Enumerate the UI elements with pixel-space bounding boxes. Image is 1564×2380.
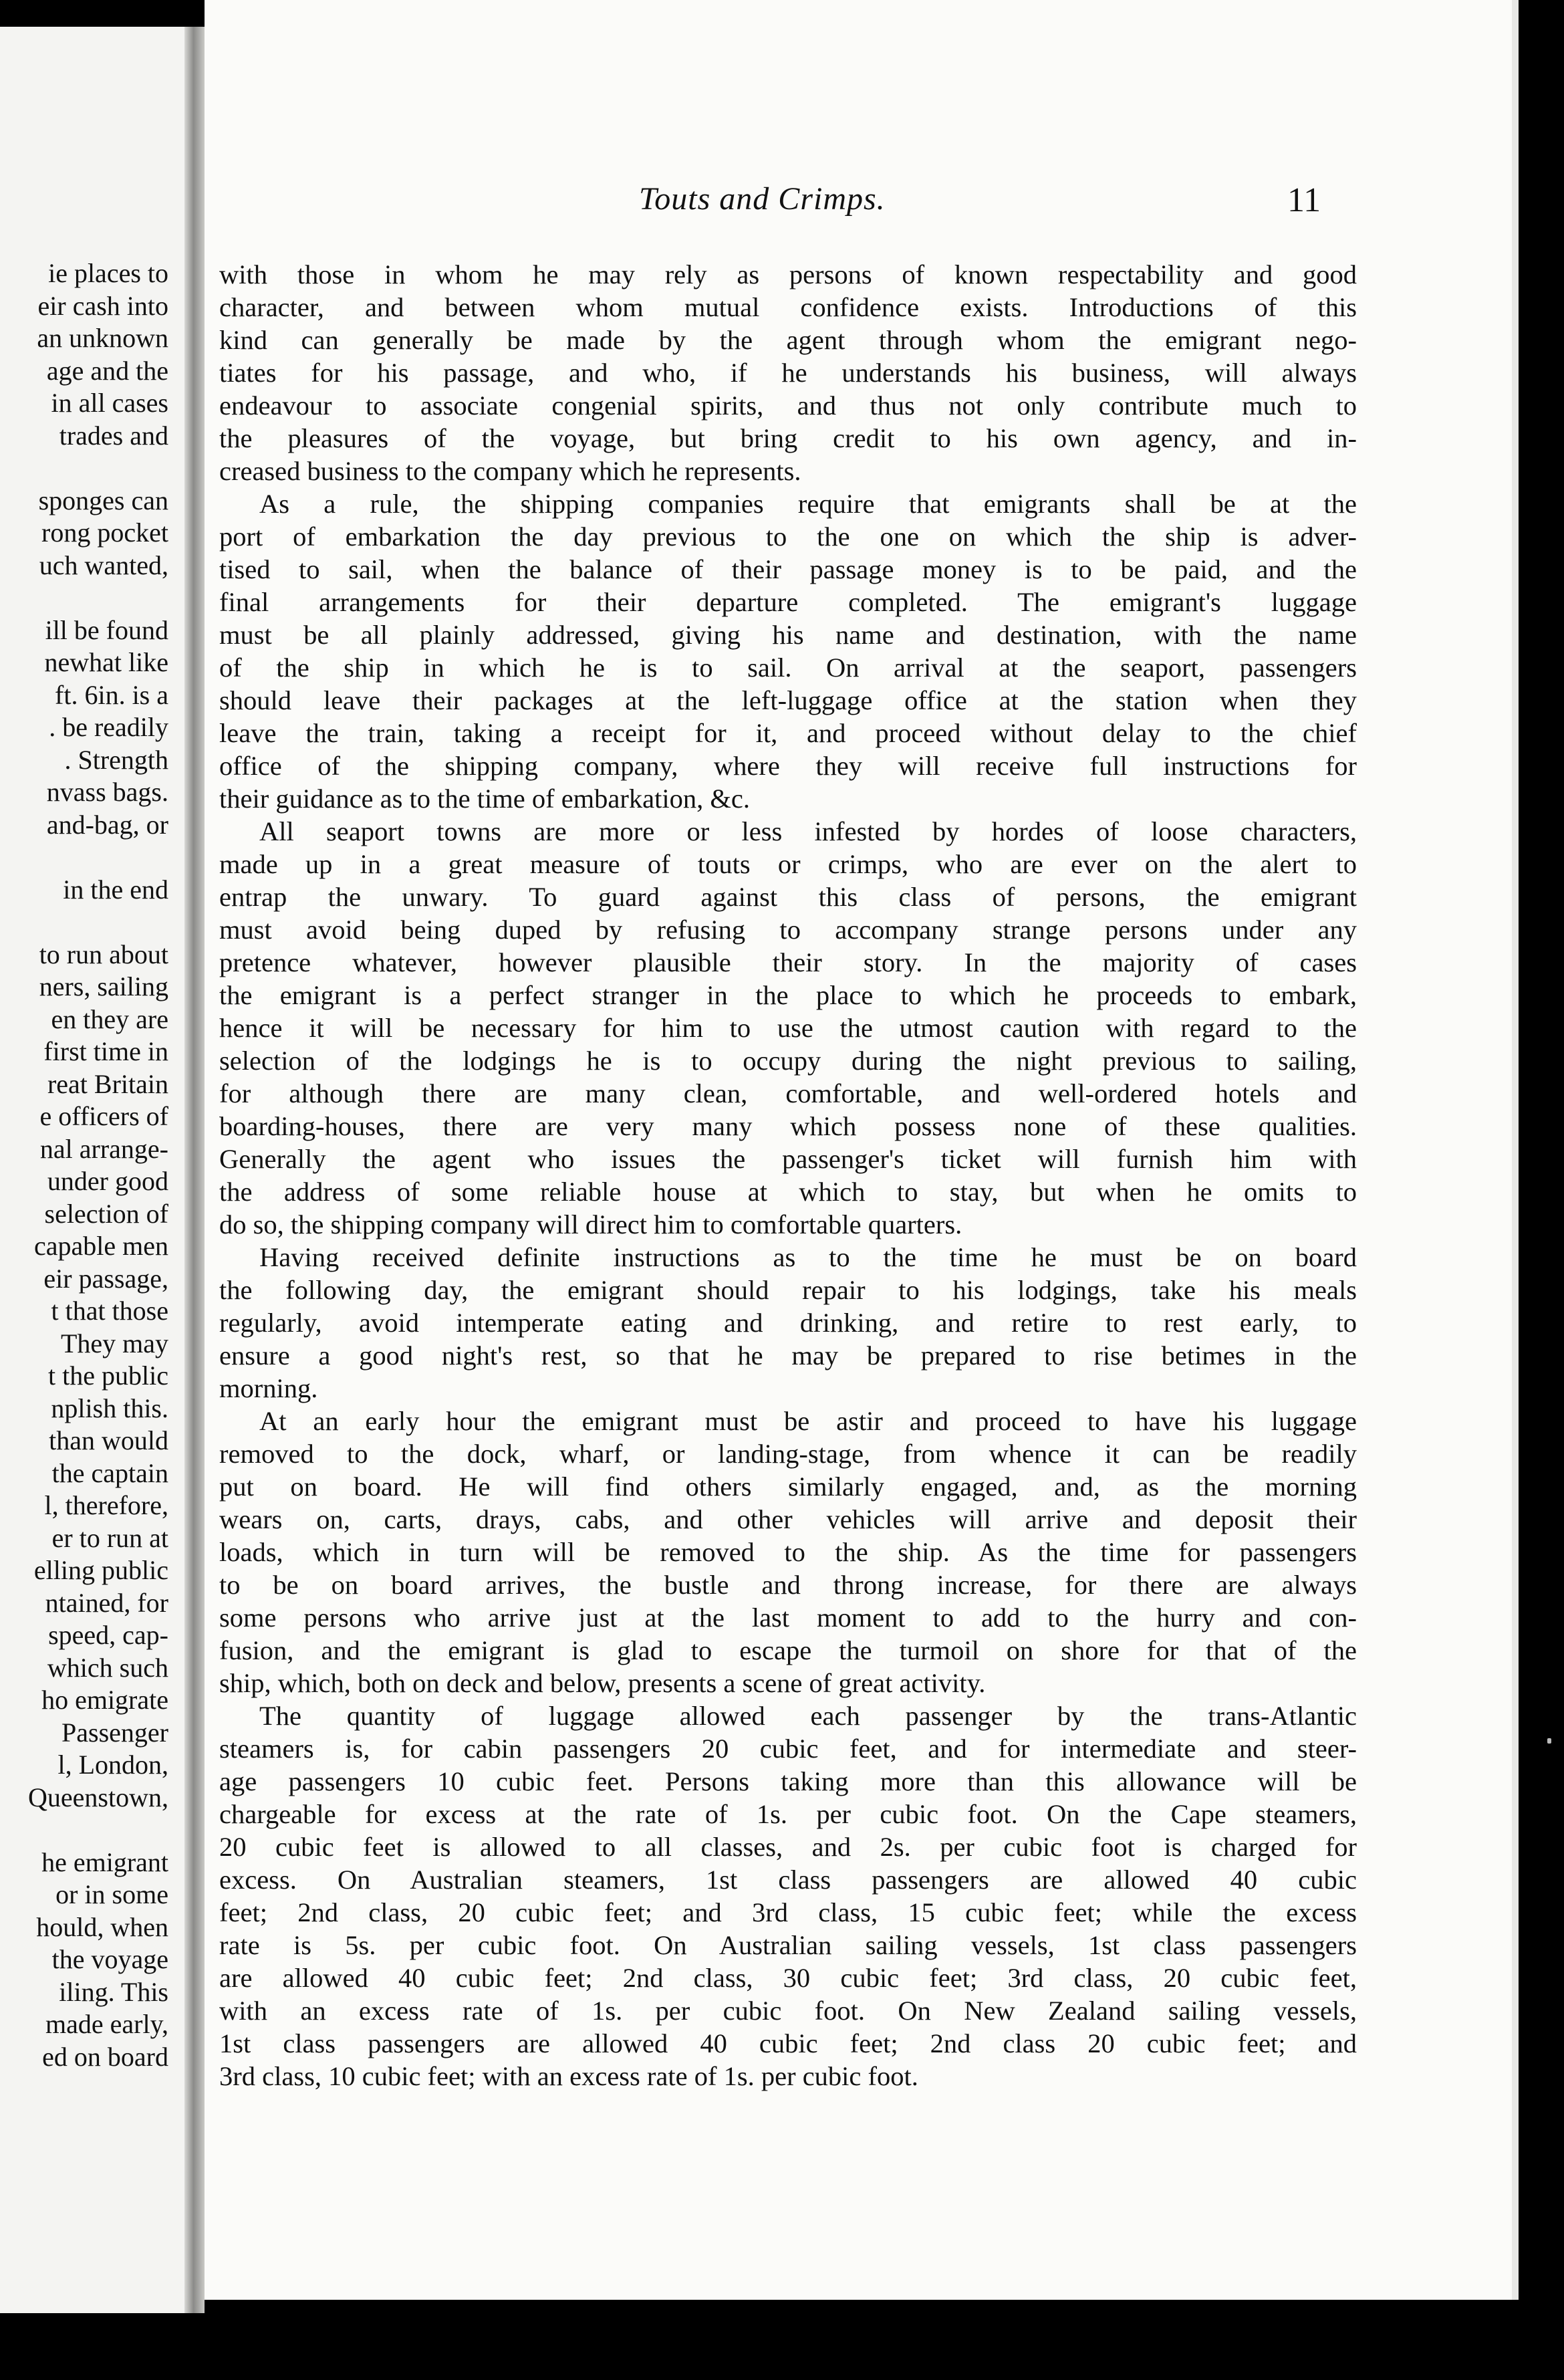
facing-page-line: the captain — [51, 1457, 168, 1488]
text-line: some persons who arrive just at the last moment to add to the hurry and con- — [219, 1602, 1357, 1633]
text-line: should leave their packages at the left-luggage office at the station when they — [219, 685, 1357, 715]
facing-page-line: trades and — [59, 420, 168, 451]
facing-page-line: to run about — [39, 939, 168, 969]
facing-page-line: age and the — [46, 355, 168, 386]
facing-page-line: nplish this. — [51, 1393, 168, 1423]
text-line: do so, the shipping company will direct him to comfortable quarters. — [219, 1209, 962, 1239]
facing-page-line: Queenstown, — [28, 1782, 168, 1812]
facing-page-line: in the end — [63, 874, 168, 905]
facing-page-text — [0, 257, 168, 2073]
text-line: excess. On Australian steamers, 1st class passengers are allowed 40 cubic — [219, 1865, 1357, 1895]
text-line: creased business to the company which he represents. — [219, 456, 801, 486]
facing-page-line: nal arrange- — [39, 1133, 168, 1164]
text-line: port of embarkation the day previous to the one on which the ship is adver- — [219, 521, 1357, 552]
text-line: final arrangements for their departure completed. The emigrant's luggage — [219, 587, 1357, 617]
text-line: boarding-houses, there are very many which possess none of these qualities. — [219, 1111, 1357, 1141]
margin-speck — [1547, 1738, 1551, 1744]
facing-page-line: ft. 6in. is a — [55, 679, 168, 710]
facing-page-line: ners, sailing — [39, 971, 168, 1001]
facing-page-line: he emigrant — [41, 1847, 168, 1877]
body-text — [219, 258, 1357, 2093]
facing-page-line: speed, cap- — [48, 1620, 168, 1650]
text-line: kind can generally be made by the agent through whom the emigrant nego- — [219, 325, 1357, 355]
text-line: steamers is, for cabin passengers 20 cubic feet, and for intermediate and steer- — [219, 1734, 1357, 1764]
text-line: with an excess rate of 1s. per cubic foot. On New Zealand sailing vessels, — [219, 1996, 1357, 2026]
page — [205, 0, 1517, 2300]
text-line: wears on, carts, drays, cabs, and other vehicles will arrive and deposit their — [219, 1504, 1357, 1534]
facing-page-line: er to run at — [51, 1522, 168, 1553]
page-number: 11 — [1287, 181, 1321, 219]
facing-page-line: the voyage — [51, 1944, 168, 1974]
text-line: the emigrant is a perfect stranger in the place to which he proceeds to embark, — [219, 980, 1357, 1010]
text-line: pretence whatever, however plausible their story. In the majority of cases — [219, 947, 1357, 977]
facing-page-line: l, therefore, — [44, 1490, 168, 1520]
text-line: for although there are many clean, comfortable, and well-ordered hotels and — [219, 1078, 1357, 1108]
facing-page-line: capable men — [34, 1231, 168, 1261]
text-line: morning. — [219, 1373, 318, 1403]
facing-page-line: iling. This — [59, 1976, 168, 2007]
text-line: the following day, the emigrant should repair to his lodgings, take his meals — [219, 1275, 1357, 1305]
facing-page-line: ill be found — [45, 614, 168, 645]
text-line: 1st class passengers are allowed 40 cubic feet; 2nd class 20 cubic feet; and — [219, 2028, 1357, 2058]
facing-page-line — [0, 582, 168, 614]
text-line: are allowed 40 cubic feet; 2nd class, 30 cubic feet; 3rd class, 20 cubic feet, — [219, 1963, 1357, 1993]
text-line: loads, which in turn will be removed to the ship. As the time for passengers — [219, 1537, 1357, 1567]
facing-page-line: t that those — [51, 1296, 168, 1326]
facing-page-line: . Strength — [64, 744, 168, 775]
facing-page-line: en they are — [51, 1003, 168, 1034]
facing-page-line: nvass bags. — [46, 777, 168, 807]
text-line: must avoid being duped by refusing to accompany strange persons under any — [219, 915, 1357, 945]
facing-page-line: which such — [47, 1652, 168, 1683]
facing-page-line: and-bag, or — [46, 809, 168, 840]
text-line: leave the train, taking a receipt for it, and proceed without delay to the chief — [219, 718, 1357, 748]
text-line: Having received definite instructions as to the time he must be on board — [259, 1242, 1357, 1272]
running-head — [205, 181, 1517, 221]
text-line: their guidance as to the time of embarkation, &c. — [219, 784, 750, 814]
facing-page-line: eir cash into — [37, 290, 168, 321]
text-line: removed to the dock, wharf, or landing-stage, from whence it can be readily — [219, 1439, 1357, 1469]
text-line: selection of the lodgings he is to occupy during the night previous to sailing, — [219, 1046, 1357, 1076]
facing-page-line: made early, — [45, 2009, 168, 2039]
facing-page-line: . be readily — [49, 712, 168, 742]
facing-page-line: reat Britain — [47, 1068, 168, 1099]
facing-page-line: elling public — [33, 1555, 168, 1585]
text-line: age passengers 10 cubic feet. Persons taking more than this allowance will be — [219, 1766, 1357, 1796]
text-line: the pleasures of the voyage, but bring credit to his own agency, and in- — [219, 423, 1357, 453]
facing-page — [0, 27, 194, 2313]
text-line: The quantity of luggage allowed each passenger by the trans-Atlantic — [259, 1701, 1357, 1731]
running-title: Touts and Crimps. — [639, 181, 886, 217]
text-line: Generally the agent who issues the passenger's ticket will furnish him with — [219, 1144, 1357, 1174]
facing-page-line: ie places to — [48, 258, 168, 288]
facing-page-line: Passenger — [61, 1717, 168, 1748]
text-line: regularly, avoid intemperate eating and drinking, and retire to rest early, to — [219, 1308, 1357, 1338]
facing-page-line — [0, 452, 168, 485]
facing-page-line: newhat like — [44, 647, 168, 677]
facing-page-line: They may — [60, 1328, 168, 1358]
text-line: ensure a good night's rest, so that he may be prepared to rise betimes in the — [219, 1340, 1357, 1371]
facing-page-line: l, London, — [57, 1750, 168, 1780]
facing-page-line: e officers of — [39, 1101, 168, 1131]
page-edge — [1512, 0, 1519, 2300]
text-line: All seaport towns are more or less infested by hordes of loose characters, — [259, 816, 1357, 846]
facing-page-line: ntained, for — [45, 1587, 168, 1618]
facing-page-line — [0, 906, 168, 939]
text-line: tised to sail, when the balance of their passage money is to be paid, and the — [219, 554, 1357, 584]
text-line: with those in whom he may rely as persons of known respectability and good — [219, 259, 1357, 289]
text-line: At an early hour the emigrant must be astir and proceed to have his luggage — [259, 1406, 1357, 1436]
facing-page-line — [0, 841, 168, 874]
text-line: of the ship in which he is to sail. On arrival at the seaport, passengers — [219, 652, 1357, 683]
facing-page-line — [0, 1814, 168, 1847]
facing-page-line: eir passage, — [43, 1263, 168, 1294]
facing-page-line: ho emigrate — [41, 1685, 168, 1715]
text-line: put on board. He will find others similarly engaged, and, as the morning — [219, 1471, 1357, 1502]
facing-page-line: or in some — [55, 1879, 168, 1909]
text-line: 3rd class, 10 cubic feet; with an excess rate of 1s. per cubic foot. — [219, 2061, 918, 2091]
book-gutter — [184, 27, 205, 2313]
facing-page-line: rong pocket — [41, 517, 168, 548]
facing-page-line: in all cases — [51, 388, 168, 418]
text-line: tiates for his passage, and who, if he understands his business, will always — [219, 358, 1357, 388]
text-line: 20 cubic feet is allowed to all classes, and 2s. per cubic foot is charged for — [219, 1832, 1357, 1862]
facing-page-line: an unknown — [37, 323, 168, 353]
facing-page-line: t the public — [48, 1360, 168, 1391]
facing-page-line: selection of — [44, 1198, 168, 1229]
text-line: fusion, and the emigrant is glad to escape the turmoil on shore for that of the — [219, 1635, 1357, 1665]
text-line: must be all plainly addressed, giving his name and destination, with the name — [219, 620, 1357, 650]
text-line: ship, which, both on deck and below, presents a scene of great activity. — [219, 1668, 986, 1698]
text-line: made up in a great measure of touts or crimps, who are ever on the alert to — [219, 849, 1357, 879]
text-line: character, and between whom mutual confidence exists. Introductions of this — [219, 292, 1357, 322]
text-line: to be on board arrives, the bustle and throng increase, for there are always — [219, 1570, 1357, 1600]
text-line: the address of some reliable house at which to stay, but when he omits to — [219, 1177, 1357, 1207]
text-line: chargeable for excess at the rate of 1s. per cubic foot. On the Cape steamers, — [219, 1799, 1357, 1829]
text-line: endeavour to associate congenial spirits, and thus not only contribute much to — [219, 390, 1357, 421]
facing-page-line: ed on board — [42, 2041, 168, 2072]
facing-page-line: under good — [47, 1166, 168, 1196]
facing-page-line: first time in — [43, 1036, 168, 1066]
text-line: feet; 2nd class, 20 cubic feet; and 3rd class, 15 cubic feet; while the excess — [219, 1897, 1357, 1927]
facing-page-line: than would — [49, 1425, 168, 1455]
facing-page-line: sponges can — [38, 485, 168, 515]
text-line: entrap the unwary. To guard against this class of persons, the emigrant — [219, 882, 1357, 912]
facing-page-line: uch wanted, — [39, 550, 168, 580]
text-line: rate is 5s. per cubic foot. On Australian sailing vessels, 1st class passengers — [219, 1930, 1357, 1960]
text-line: hence it will be necessary for him to use the utmost caution with regard to the — [219, 1013, 1357, 1043]
text-line: office of the shipping company, where they will receive full instructions for — [219, 751, 1357, 781]
facing-page-line: hould, when — [36, 1911, 168, 1942]
text-line: As a rule, the shipping companies require that emigrants shall be at the — [259, 489, 1357, 519]
